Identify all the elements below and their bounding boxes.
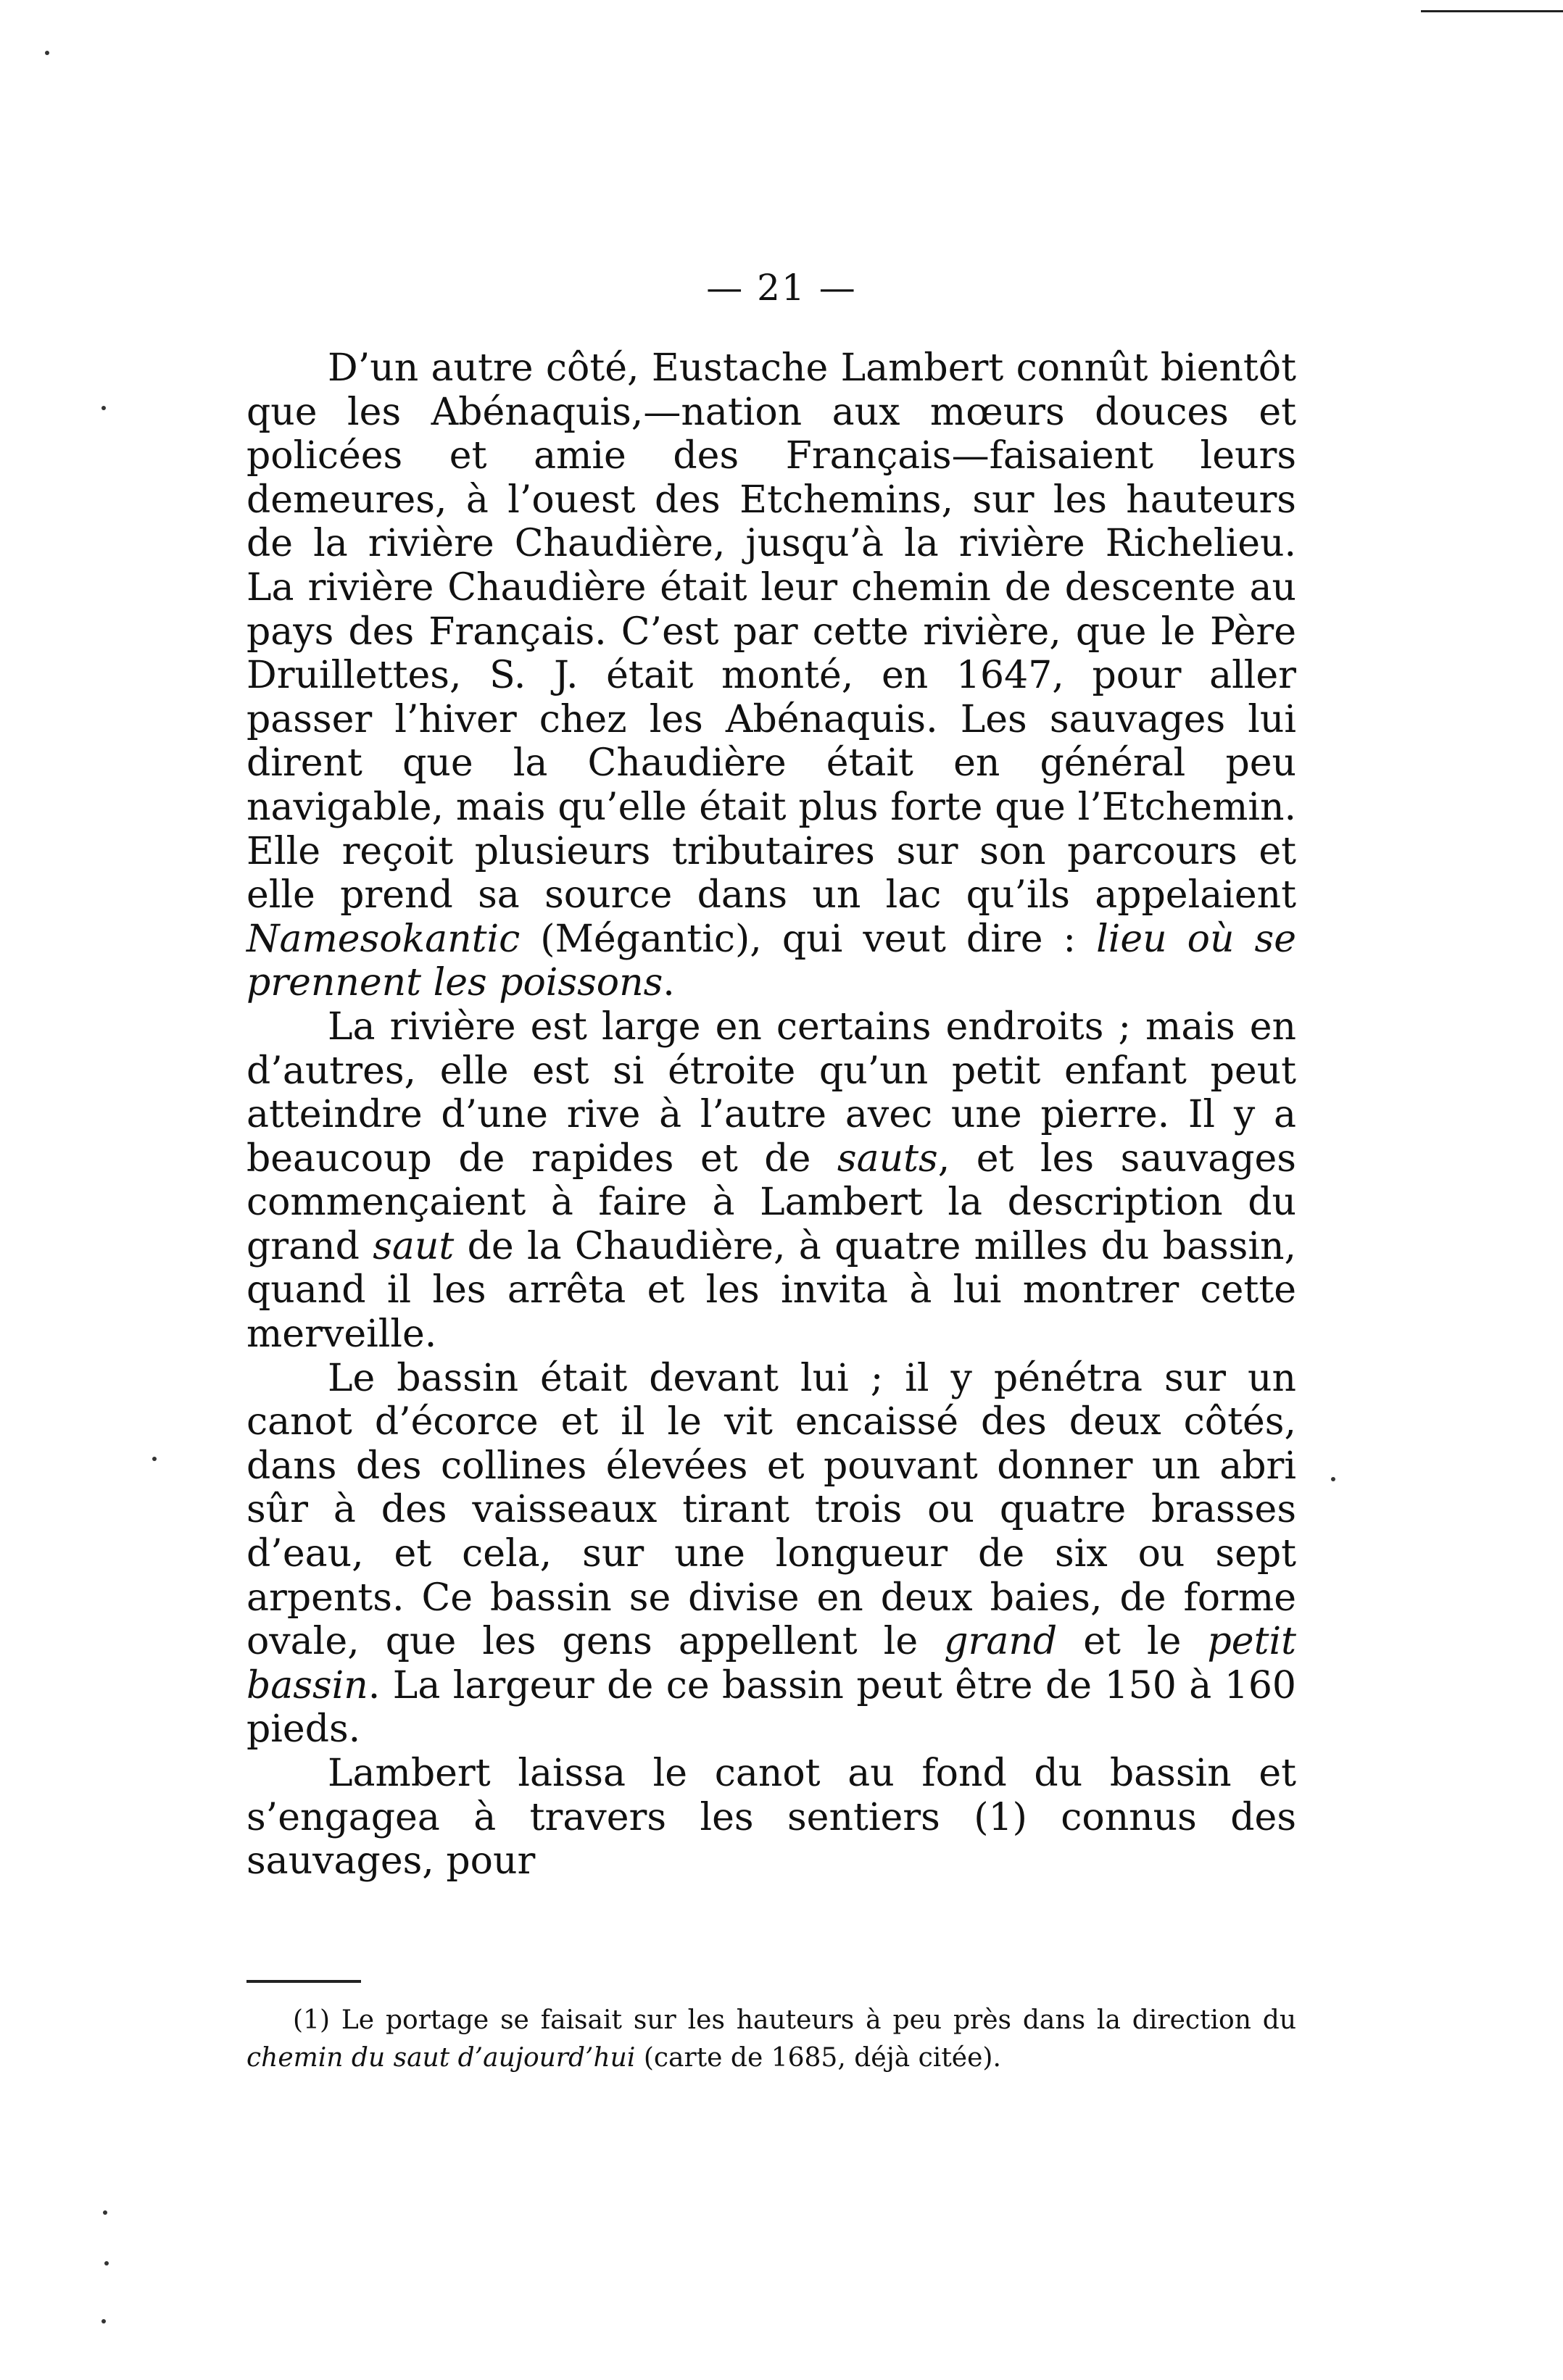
scan-speck bbox=[101, 406, 106, 410]
text-span: La rivière est large en certains endroits ; mais en d’autres, elle est si étroite qu’un petit enfant peut atteindre d’une rive à l’autre avec une pierre. Il y a beaucoup de rapides et de bbox=[246, 1004, 1296, 1181]
italic-term: sauts bbox=[837, 1136, 938, 1181]
scan-speck bbox=[1331, 1477, 1335, 1481]
text-span: . La largeur de ce bassin peut être de 150 à 160 pieds. bbox=[246, 1663, 1296, 1752]
footnote-separator bbox=[246, 1980, 361, 1983]
scan-speck bbox=[152, 1457, 157, 1461]
top-edge-rule bbox=[1421, 10, 1563, 12]
text-span: . bbox=[663, 961, 675, 1005]
paragraph-2 bbox=[246, 1005, 1296, 1357]
italic-term: saut bbox=[373, 1224, 455, 1268]
italic-term: Namesokantic bbox=[246, 917, 521, 961]
italic-term: petit bassin bbox=[246, 1620, 1296, 1707]
text-span: (carte de 1685, déjà citée). bbox=[635, 2043, 1001, 2073]
body-text bbox=[246, 346, 1296, 1884]
italic-term: lieu où se prennent les poissons bbox=[246, 917, 1296, 1005]
text-span: de la Chaudière, à quatre milles du bassin, quand il les arrêta et les invita à lui montrer cette merveille. bbox=[246, 1224, 1296, 1357]
scan-speck bbox=[103, 2210, 107, 2215]
scan-speck bbox=[101, 2319, 106, 2323]
paragraph-4 bbox=[246, 1752, 1296, 1884]
text-span: , et les sauvages commençaient à faire à Lambert la description du grand bbox=[246, 1136, 1296, 1268]
text-span: Lambert laissa le canot au fond du bassin et s’engagea à travers les sentiers (1) connus des sauvages, pour bbox=[246, 1752, 1296, 1884]
italic-term: chemin du saut d’aujourd’hui bbox=[246, 2043, 636, 2073]
text-span: D’un autre côté, Eustache Lambert connût bientôt que les Abénaquis,—nation aux mœurs douces et policées et amie des Français—faisaient leurs demeures, à l’ouest des Etchemins, sur les hauteurs de la rivière Chaudière, jusqu’à la rivière Richelieu. La rivière Chaudière était leur chemin de descente au pays des Français. C’est par cette rivière, que le Père Druillettes, S. J. était monté, en 1647, pour aller passer l’hiver chez les Abénaquis. Les sauvages lui dirent que la Chaudière était en général peu navigable, mais qu’elle était plus forte que l’Etchemin. Elle reçoit plusieurs tributaires sur son parcours et elle prend sa source dans un lac qu’ils appelaient bbox=[246, 346, 1296, 918]
scan-speck bbox=[104, 2261, 109, 2265]
page-number: — 21 — bbox=[706, 267, 857, 309]
text-span: Le bassin était devant lui ; il y pénétra sur un canot d’écorce et il le vit encaissé des deux côtés, dans des collines élevées et pouvant donner un abri sûr à des vaisseaux tirant trois ou quatre brasses d’eau, et cela, sur une longueur de six ou sept arpents. Ce bassin se divise en deux baies, de forme ovale, que les gens appellent le bbox=[246, 1356, 1296, 1664]
text-span: (Mégantic), qui veut dire : bbox=[520, 917, 1097, 961]
text-span: (1) Le portage se faisait sur les hauteurs à peu près dans la direction du bbox=[293, 2005, 1296, 2035]
text-span: et le bbox=[1057, 1620, 1208, 1664]
scan-speck bbox=[45, 51, 49, 55]
italic-term: grand bbox=[944, 1620, 1058, 1664]
footnote-text bbox=[246, 2002, 1296, 2077]
footnote bbox=[246, 2002, 1296, 2077]
paragraph-3 bbox=[246, 1357, 1296, 1752]
paragraph-1 bbox=[246, 346, 1296, 1005]
